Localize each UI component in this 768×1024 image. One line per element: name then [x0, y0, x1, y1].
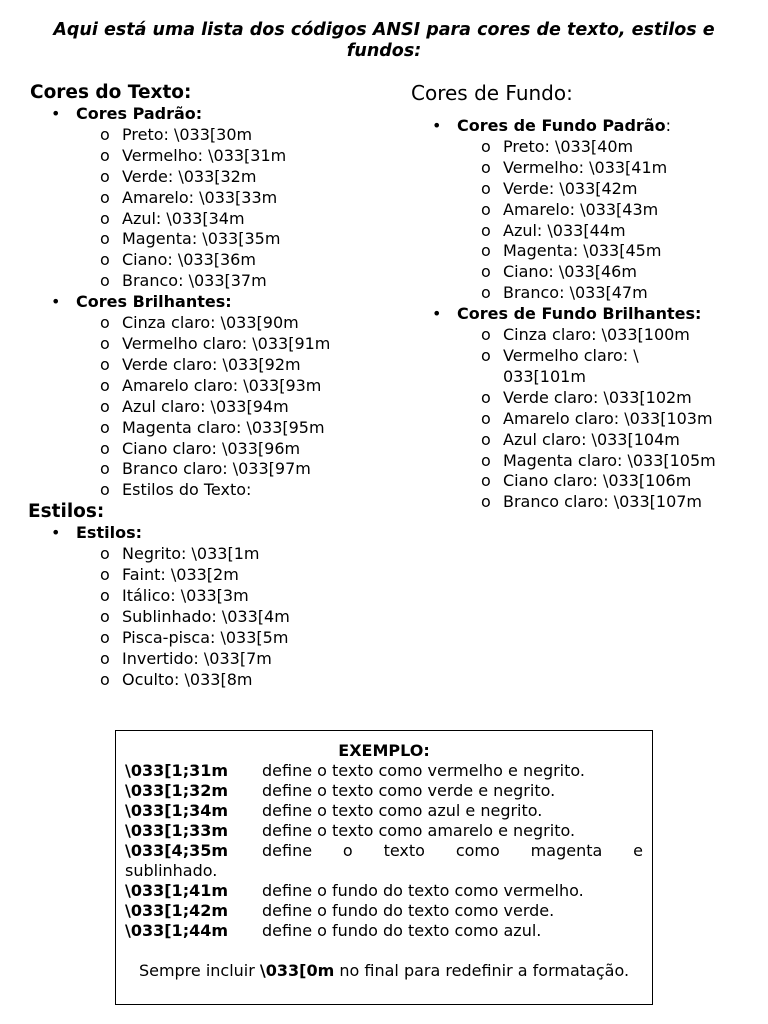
- circle-bullet-icon: o: [481, 283, 491, 303]
- circle-bullet-icon: o: [100, 585, 110, 605]
- example-row: [125, 841, 643, 861]
- list-item: o Verde: \033[42m: [481, 178, 638, 198]
- circle-bullet-icon: o: [100, 627, 110, 647]
- list-item: o Preto: \033[30m: [100, 124, 253, 144]
- list-item: o Ciano: \033[36m: [100, 250, 256, 270]
- list-item: o Cinza claro: \033[100m: [481, 325, 690, 345]
- list-item: o Amarelo claro: \033[93m: [100, 375, 322, 395]
- example-desc: define o fundo do texto como azul.: [262, 921, 542, 940]
- circle-bullet-icon: o: [100, 417, 110, 437]
- example-row: [125, 821, 643, 841]
- list-item: o Amarelo claro: \033[103m: [481, 408, 713, 428]
- circle-bullet-icon: o: [481, 450, 491, 470]
- list-item: o Ciano claro: \033[106m: [481, 471, 692, 491]
- example-row: [125, 761, 643, 781]
- circle-bullet-icon: o: [481, 220, 491, 240]
- text-colors-group: [30, 292, 400, 501]
- example-code: \033[4;35m: [125, 841, 229, 860]
- list-item: o Magenta claro: \033[95m: [100, 417, 325, 437]
- sub-list: [76, 544, 400, 690]
- list-item: o Vermelho: \033[41m: [481, 157, 668, 177]
- reset-code: \033[0m: [259, 961, 335, 980]
- example-row: [125, 901, 643, 921]
- list-item: o Preto: \033[40m: [481, 136, 634, 156]
- text-colors-group: [30, 104, 400, 292]
- circle-bullet-icon: o: [100, 648, 110, 668]
- example-row: [125, 781, 643, 801]
- circle-bullet-icon: o: [481, 345, 491, 365]
- example-desc: define o texto como amarelo e negrito.: [262, 821, 576, 840]
- circle-bullet-icon: o: [100, 208, 110, 228]
- circle-bullet-icon: o: [481, 262, 491, 282]
- sub-list: [457, 325, 761, 513]
- list-item: o Ciano: \033[46m: [481, 262, 637, 282]
- styles-group: [30, 523, 400, 690]
- list-item: o Amarelo: \033[33m: [100, 187, 278, 207]
- example-desc: define o texto como magenta e: [262, 841, 643, 860]
- example-desc: define o texto como verde e negrito.: [262, 781, 556, 800]
- list-item: o Cinza claro: \033[90m: [100, 313, 299, 333]
- group-label: Estilos:: [76, 523, 142, 543]
- bullet-icon: •: [51, 292, 61, 312]
- example-desc: define o texto como azul e negrito.: [262, 801, 543, 820]
- list-item: o Estilos do Texto:: [100, 480, 252, 500]
- list-item: o Vermelho: \033[31m: [100, 145, 287, 165]
- bullet-icon: •: [432, 116, 442, 135]
- background-colors-group: [411, 304, 761, 513]
- circle-bullet-icon: o: [481, 387, 491, 407]
- example-desc: define o fundo do texto como vermelho.: [262, 881, 584, 900]
- list-item: o Magenta claro: \033[105m: [481, 450, 716, 470]
- circle-bullet-icon: o: [100, 124, 110, 144]
- circle-bullet-icon: o: [481, 136, 491, 156]
- group-label: Cores de Fundo Brilhantes:: [457, 304, 702, 324]
- circle-bullet-icon: o: [100, 544, 110, 564]
- background-colors-group: [411, 116, 761, 304]
- group-label: Cores Brilhantes:: [76, 292, 232, 312]
- styles-list: [30, 523, 400, 690]
- list-item: o Negrito: \033[1m: [100, 544, 260, 564]
- circle-bullet-icon: o: [100, 438, 110, 458]
- example-row: [125, 921, 643, 941]
- list-item: o Faint: \033[2m: [100, 565, 239, 585]
- list-item: o Azul: \033[34m: [100, 208, 245, 228]
- example-desc: define o texto como vermelho e negrito.: [262, 761, 585, 780]
- circle-bullet-icon: o: [100, 396, 110, 416]
- example-code: \033[1;44m: [125, 921, 229, 940]
- circle-bullet-icon: o: [100, 606, 110, 626]
- text-colors-list: [30, 104, 400, 501]
- circle-bullet-icon: o: [481, 325, 491, 345]
- circle-bullet-icon: o: [100, 459, 110, 479]
- example-box: [115, 730, 653, 1005]
- circle-bullet-icon: o: [100, 229, 110, 249]
- circle-bullet-icon: o: [481, 408, 491, 428]
- circle-bullet-icon: o: [100, 354, 110, 374]
- bullet-icon: •: [51, 104, 61, 123]
- sub-list: [76, 125, 400, 292]
- bullet-icon: •: [432, 304, 442, 324]
- circle-bullet-icon: o: [100, 145, 110, 165]
- example-code: \033[1;34m: [125, 801, 229, 820]
- page-title: Aqui está uma lista dos códigos ANSI para cores de texto, estilos e fundos:: [53, 20, 715, 61]
- styles-heading: Estilos:: [28, 501, 105, 523]
- circle-bullet-icon: o: [481, 241, 491, 261]
- circle-bullet-icon: o: [100, 166, 110, 186]
- circle-bullet-icon: o: [100, 271, 110, 291]
- list-item: o Azul claro: \033[94m: [100, 396, 289, 416]
- background-colors-heading: Cores de Fundo:: [411, 81, 573, 105]
- example-code: \033[1;42m: [125, 901, 229, 920]
- example-desc: define o fundo do texto como verde.: [262, 901, 555, 920]
- example-title: EXEMPLO:: [338, 741, 430, 760]
- list-item: o Invertido: \033[7m: [100, 648, 272, 668]
- example-desc-continuation: sublinhado.: [125, 861, 218, 880]
- circle-bullet-icon: o: [100, 250, 110, 270]
- example-row: [125, 881, 643, 901]
- circle-bullet-icon: o: [481, 199, 491, 219]
- list-item: o Vermelho claro: \033[91m: [100, 333, 331, 353]
- circle-bullet-icon: o: [481, 429, 491, 449]
- list-item: o Sublinhado: \033[4m: [100, 606, 290, 626]
- list-item: o Magenta: \033[35m: [100, 229, 281, 249]
- sub-list: [76, 313, 400, 501]
- right-column: [411, 82, 761, 513]
- left-column: [30, 82, 400, 690]
- list-item: o Verde: \033[32m: [100, 166, 257, 186]
- list-item: o Verde claro: \033[92m: [100, 354, 301, 374]
- list-item: o Magenta: \033[45m: [481, 241, 662, 261]
- list-item: o Branco claro: \033[97m: [100, 459, 311, 479]
- list-item: o Oculto: \033[8m: [100, 669, 253, 689]
- example-code: \033[1;33m: [125, 821, 229, 840]
- list-item: o Itálico: \033[3m: [100, 585, 249, 605]
- circle-bullet-icon: o: [481, 492, 491, 512]
- circle-bullet-icon: o: [481, 178, 491, 198]
- list-item: o Azul: \033[44m: [481, 220, 626, 240]
- bullet-icon: •: [51, 523, 61, 543]
- circle-bullet-icon: o: [100, 313, 110, 333]
- example-code: \033[1;31m: [125, 761, 229, 780]
- circle-bullet-icon: o: [100, 375, 110, 395]
- list-item: o Azul claro: \033[104m: [481, 429, 680, 449]
- sub-list: [457, 137, 761, 304]
- list-item: o Branco: \033[37m: [100, 271, 267, 291]
- background-colors-list: [411, 116, 761, 513]
- group-label: Cores Padrão:: [76, 104, 203, 123]
- list-item: o Pisca-pisca: \033[5m: [100, 627, 289, 647]
- example-code: \033[1;41m: [125, 881, 229, 900]
- circle-bullet-icon: o: [481, 157, 491, 177]
- example-footer: Sempre incluir \033[0m no final para redefinir a formatação.: [138, 961, 630, 980]
- group-label-suffix: :: [665, 116, 671, 135]
- list-item: o Ciano claro: \033[96m: [100, 438, 301, 458]
- group-label: Cores de Fundo Padrão: [457, 116, 666, 135]
- circle-bullet-icon: o: [100, 480, 110, 500]
- circle-bullet-icon: o: [481, 471, 491, 491]
- example-code: \033[1;32m: [125, 781, 229, 800]
- circle-bullet-icon: o: [100, 565, 110, 585]
- text-colors-heading: Cores do Texto:: [30, 82, 192, 103]
- example-row: [125, 801, 643, 821]
- list-item: o Amarelo: \033[43m: [481, 199, 659, 219]
- list-item: o Vermelho claro: \ 033[101m: [481, 345, 639, 386]
- circle-bullet-icon: o: [100, 669, 110, 689]
- list-item-continuation: 033[101m: [503, 366, 586, 386]
- list-item: o Branco claro: \033[107m: [481, 492, 703, 512]
- circle-bullet-icon: o: [100, 333, 110, 353]
- list-item: o Verde claro: \033[102m: [481, 387, 692, 407]
- circle-bullet-icon: o: [100, 187, 110, 207]
- list-item: o Branco: \033[47m: [481, 283, 648, 303]
